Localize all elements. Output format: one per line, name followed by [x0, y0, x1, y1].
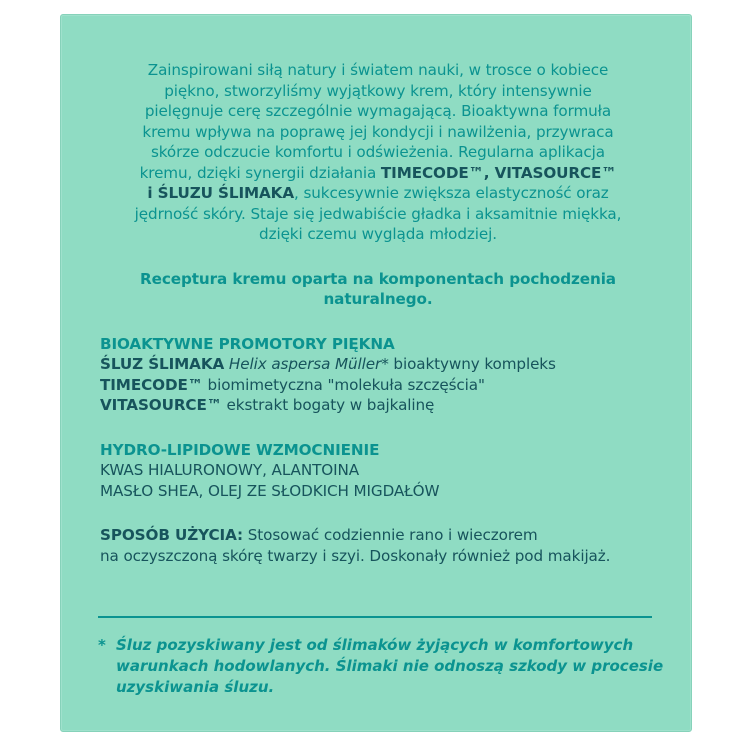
recipe-line: naturalnego. [323, 290, 433, 308]
promoter-name: TIMECODE™ [100, 375, 203, 394]
promoter-desc: biomimetyczna "molekuła szczęścia" [202, 375, 485, 394]
usage-line [100, 525, 658, 546]
intro-line: , sukcesywnie zwiększa elastyczność oraz [294, 184, 609, 202]
intro-line: skórze odczucie komfortu i odświeżenia. Regularna aplikacja [150, 143, 606, 161]
footnote-line: uzyskiwania śluzu. [116, 678, 275, 696]
intro-line: Zainspirowani siłą natury i światem nauki, w trosce o kobiece [147, 61, 609, 79]
recipe-statement [98, 269, 658, 310]
promoter-name: ŚLUZ ŚLIMAKA [100, 355, 225, 373]
hydro-item: MASŁO SHEA, OLEJ ZE SŁODKICH MIGDAŁÓW [100, 481, 440, 500]
footnote-line [98, 635, 648, 656]
promoter-item [100, 375, 658, 396]
promoter-desc: * bioaktywny kompleks [381, 355, 556, 373]
recipe-line: Receptura kremu oparta na komponentach pochodzenia [140, 269, 616, 288]
intro-line: kremu wpływa na poprawę jej kondycji i nawilżenia, przywraca [142, 122, 614, 141]
intro-line: piękno, stworzyliśmy wyjątkowy krem, który intensywnie [164, 81, 592, 100]
description-content [98, 60, 658, 566]
divider-line [98, 616, 652, 618]
usage-label: SPOSÓB UŻYCIA: [100, 526, 243, 544]
intro-line: jędrność skóry. Staje się jedwabiście gładka i aksamitnie miękka, [134, 204, 622, 223]
ingredient-highlight: i ŚLUZU ŚLIMAKA [147, 184, 295, 202]
hydro-section [98, 440, 658, 502]
footnote [98, 635, 664, 698]
promoters-heading: BIOAKTYWNE PROMOTORY PIĘKNA [100, 334, 395, 353]
promoter-item [100, 354, 658, 375]
promoters-section [98, 334, 658, 416]
promoter-name: VITASOURCE™ [100, 396, 222, 414]
ingredient-highlight: TIMECODE™, VITASOURCE™ [380, 163, 617, 182]
promoter-item [100, 395, 658, 416]
intro-line: dzięki czemu wygląda młodziej. [259, 225, 497, 243]
usage-text: na oczyszczoną skórę twarzy i szyi. Doskonały również pod makijaż. [100, 546, 611, 565]
footnote-star: * [98, 636, 106, 654]
usage-section [98, 525, 658, 566]
intro-line: kremu, dzięki synergii działania [139, 163, 381, 182]
footnote-text: Śluz pozyskiwany jest od ślimaków żyjących w komfortowych [116, 636, 634, 654]
usage-text: Stosować codziennie rano i wieczorem [243, 526, 538, 544]
promoter-latin: Helix aspersa Müller [228, 355, 382, 373]
hydro-item: KWAS HIALURONOWY, ALANTOINA [100, 461, 360, 479]
promoter-desc: ekstrakt bogaty w bajkalinę [221, 396, 435, 414]
footnote-line: warunkach hodowlanych. Ślimaki nie odnoszą szkody w procesie [116, 657, 664, 675]
hydro-heading: HYDRO-LIPIDOWE WZMOCNIENIE [100, 440, 380, 459]
intro-line: pielęgnuje cerę szczególnie wymagającą. Bioaktywna formuła [144, 102, 612, 120]
intro-paragraph [98, 60, 658, 245]
